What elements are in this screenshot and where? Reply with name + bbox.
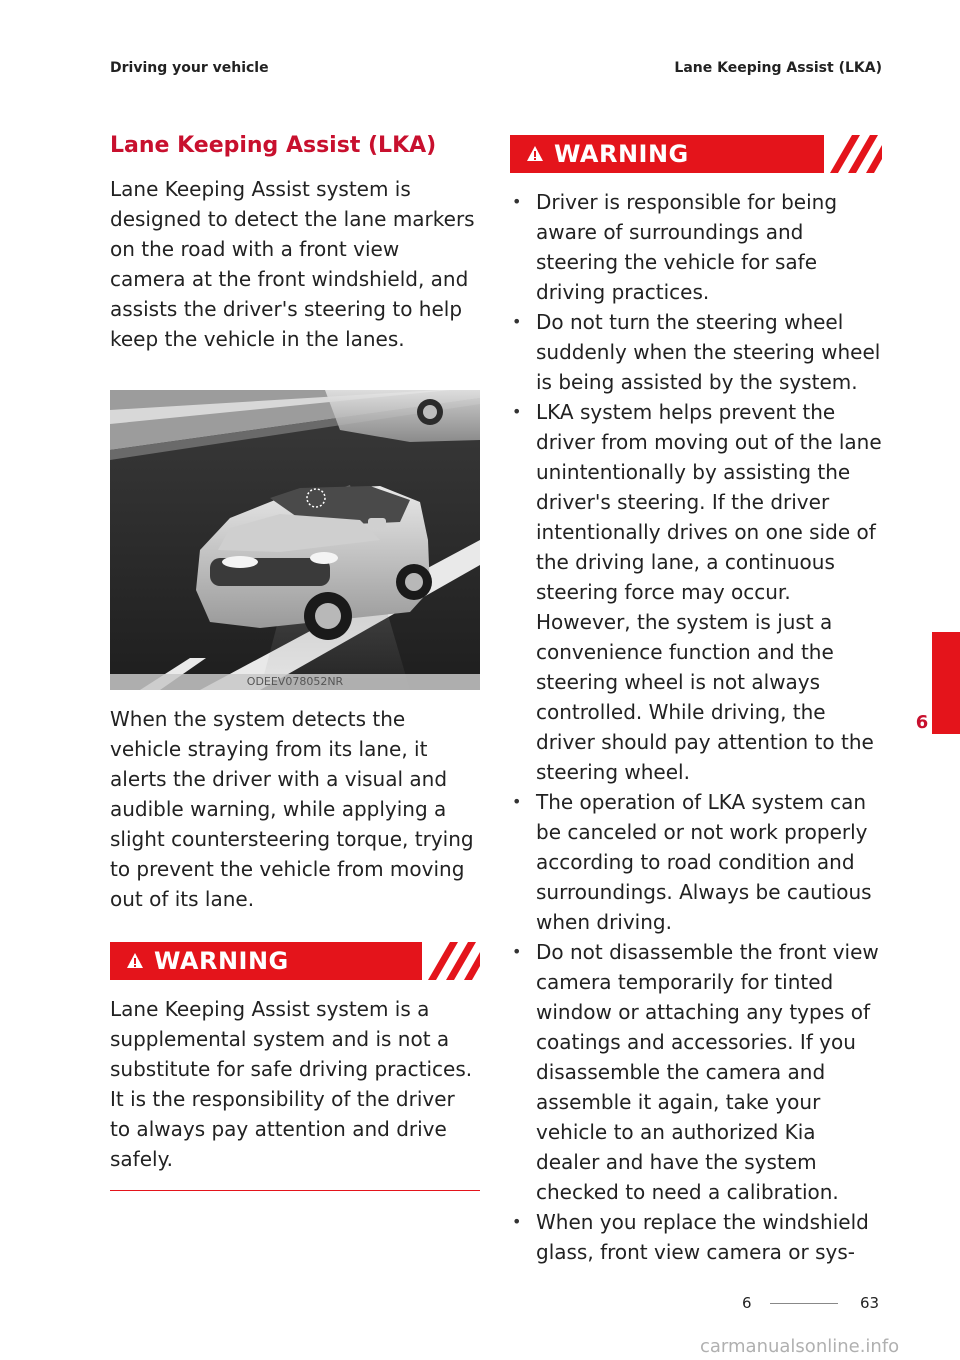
slash-stripes-icon bbox=[824, 135, 882, 173]
body-paragraph: When the system detects the vehicle straying from its lane, it alerts the driver with a visual and audible warning, while applying a slight countersteering torque, trying to prevent the vehicle from moving out of its lane. bbox=[110, 707, 474, 911]
footer-chapter: 6 bbox=[742, 1294, 752, 1312]
header-section-title: Driving your vehicle bbox=[110, 60, 269, 76]
warning-label: WARNING bbox=[154, 947, 289, 975]
warning-box-left bbox=[110, 942, 480, 1191]
list-item: • When you replace the windshield glass, front view camera or sys- bbox=[510, 1207, 882, 1267]
list-item: • The operation of LKA system can be canceled or not work properly according to road condition and surroundings. Always be cautious when driving. bbox=[510, 787, 882, 937]
figure-code: ODEEV078052NR bbox=[110, 674, 480, 690]
car-on-lane-illustration bbox=[110, 390, 480, 690]
header-topic-title: Lane Keeping Assist (LKA) bbox=[674, 60, 882, 76]
list-item: • LKA system helps prevent the driver from moving out of the lane unintentionally by assisting the driver's steering. If the driver intentionally drives on one side of the driving lane, a continuous steering force may occur. However, the system is just a convenience function and the steering wheel is not always controlled. While driving, the driver should pay attention to the steering wheel. bbox=[510, 397, 882, 787]
warning-triangle-icon bbox=[126, 952, 144, 970]
warning-label: WARNING bbox=[554, 140, 689, 168]
left-column bbox=[110, 132, 480, 1191]
lka-illustration bbox=[110, 390, 480, 690]
list-item: • Do not turn the steering wheel suddenly when the steering wheel is being assisted by the system. bbox=[510, 307, 882, 397]
chapter-tab-number: 6 bbox=[915, 712, 929, 733]
footer-page-number: 63 bbox=[860, 1294, 880, 1312]
warning-banner bbox=[110, 942, 480, 980]
warning-banner bbox=[510, 135, 882, 173]
footer-divider bbox=[770, 1303, 838, 1304]
warning-text: Lane Keeping Assist system is a supplemental system and is not a substitute for safe driving practices. It is the responsibility of the driver to always pay attention and drive safely. bbox=[110, 997, 473, 1171]
warning-list bbox=[510, 187, 882, 1267]
chapter-tab bbox=[932, 632, 960, 734]
warning-triangle-icon bbox=[526, 145, 544, 163]
right-column bbox=[510, 135, 882, 1267]
section-title: Lane Keeping Assist (LKA) bbox=[110, 133, 437, 158]
intro-paragraph: Lane Keeping Assist system is designed to detect the lane markers on the road with a front view camera at the front windshield, and assists the driver's steering to help keep the vehicle in the lanes. bbox=[110, 177, 475, 351]
list-item: • Do not disassemble the front view camera temporarily for tinted window or attaching any types of coatings and accessories. If you disassemble the camera and assemble it again, take your vehicle to an authorized Kia dealer and have the system checked to need a calibration. bbox=[510, 937, 882, 1207]
watermark: carmanualsonline.info bbox=[700, 1336, 900, 1357]
list-item: • Driver is responsible for being aware of surroundings and steering the vehicle for safe driving practices. bbox=[510, 187, 882, 307]
slash-stripes-icon bbox=[422, 942, 480, 980]
warning-end-rule bbox=[110, 1190, 480, 1191]
